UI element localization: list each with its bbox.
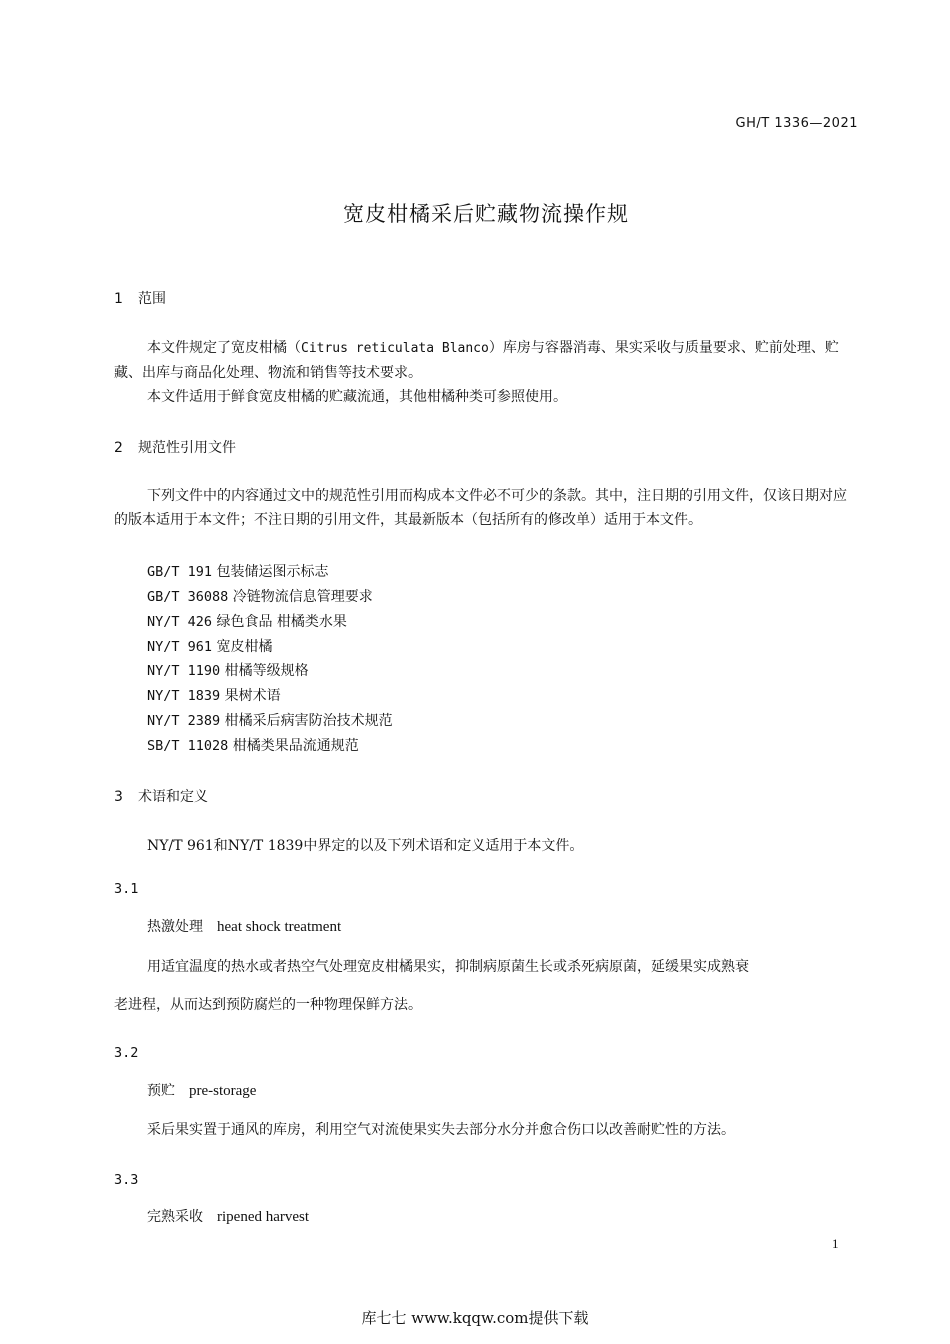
section-heading-references [114, 437, 236, 457]
term-definition: 用适宜温度的热水或者热空气处理宽皮柑橘果实，抑制病原菌生长或杀死病原菌，延缓果实成熟衰 [147, 959, 749, 975]
download-footer: 库七七 www.kqqw.com提供下载 [361, 1309, 589, 1327]
term-english: pre-storage [189, 1083, 257, 1099]
section-number: 3 [114, 789, 123, 805]
term-english: heat shock treatment [217, 919, 342, 935]
terms-intro: NY/T 961和NY/T 1839中界定的以及下列术语和定义适用于本文件。 [147, 838, 584, 854]
reference-item: NY/T 961 宽皮柑橘 [147, 639, 273, 655]
standard-code: GH/T 1336—2021 [735, 116, 858, 131]
reference-item: NY/T 1839 果树术语 [147, 688, 281, 704]
clause-number: 3.2 [114, 1045, 139, 1061]
section-title: 范围 [138, 291, 166, 307]
term-english: ripened harvest [217, 1209, 310, 1225]
reference-item: NY/T 426 绿色食品 柑橘类水果 [147, 614, 347, 630]
clause-number: 3.3 [114, 1172, 139, 1188]
section-heading-terms [114, 786, 208, 806]
page-number: 1 [832, 1236, 839, 1251]
term-entry [147, 1080, 256, 1100]
term-definition-cont: 老进程，从而达到预防腐烂的一种物理保鲜方法。 [114, 997, 422, 1013]
scope-paragraph-1: 本文件规定了宽皮柑橘（Citrus reticulata Blanco）库房与容器消毒、果实采收与质量要求、贮前处理、贮藏、出库与商品化处理、物流和销售等技术要求。 [114, 340, 839, 381]
section-title: 术语和定义 [138, 789, 208, 805]
reference-item: GB/T 36088 冷链物流信息管理要求 [147, 589, 373, 605]
scope-paragraph-2: 本文件适用于鲜食宽皮柑橘的贮藏流通，其他柑橘种类可参照使用。 [147, 389, 567, 405]
references-paragraph: 下列文件中的内容通过文中的规范性引用而构成本文件必不可少的条款。其中，注日期的引用文件，仅该日期对应的版本适用于本文件；不注日期的引用文件，其最新版本（包括所有的修改单）适用于本文件。 [114, 488, 847, 528]
clause-number: 3.1 [114, 881, 139, 897]
term-chinese: 预贮 [147, 1083, 175, 1099]
term-chinese: 完熟采收 [147, 1209, 203, 1225]
term-entry [147, 916, 341, 936]
term-entry [147, 1206, 309, 1226]
term-definition: 采后果实置于通风的库房，利用空气对流使果实失去部分水分并愈合伤口以改善耐贮性的方法。 [147, 1122, 735, 1138]
reference-item: NY/T 2389 柑橘采后病害防治技术规范 [147, 713, 393, 729]
term-chinese: 热激处理 [147, 919, 203, 935]
reference-item: GB/T 191 包装储运图示标志 [147, 564, 329, 580]
section-heading-scope [114, 288, 166, 308]
reference-item: SB/T 11028 柑橘类果品流通规范 [147, 738, 359, 754]
document-title: 宽皮柑橘采后贮藏物流操作规 [343, 202, 629, 226]
latin-name: Citrus reticulata Blanco [301, 341, 489, 356]
section-number: 2 [114, 440, 123, 456]
section-title: 规范性引用文件 [138, 440, 236, 456]
section-number: 1 [114, 291, 123, 307]
reference-item: NY/T 1190 柑橘等级规格 [147, 663, 309, 679]
